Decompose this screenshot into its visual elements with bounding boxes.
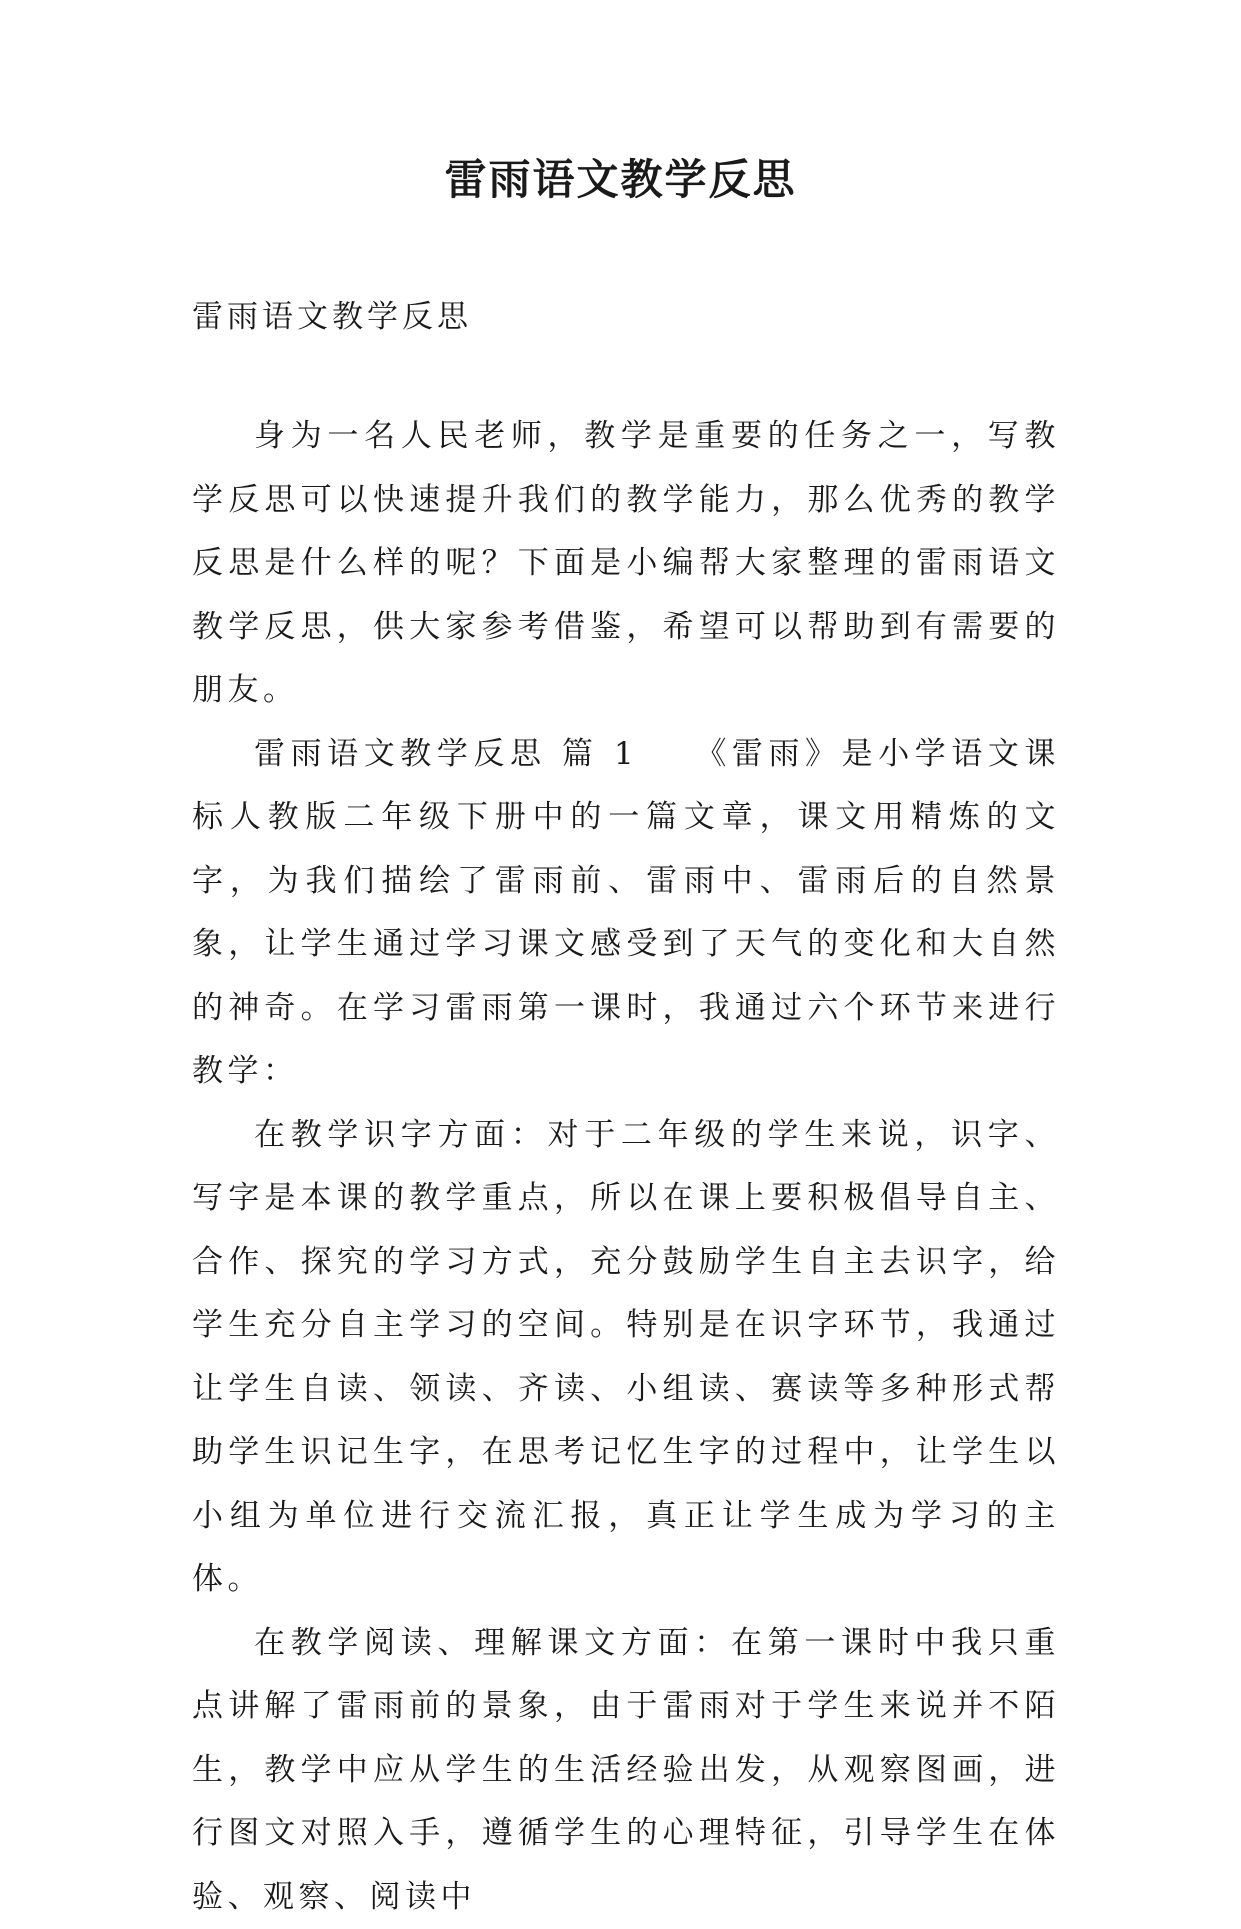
reading-paragraph: 在教学阅读、理解课文方面：在第一课时中我只重点讲解了雷雨前的景象，由于雷雨对于学生来说并不陌生，教学中应从学生的生活经验出发，从观察图画，进行图文对照入手，遵循学生的心理特征，引导学生在体验、观察、阅读中 — [192, 1612, 1060, 1929]
section-text: 《雷雨》是小学语文课标人教版二年级下册中的一篇文章，课文用精炼的文字，为我们描绘了雷雨前、雷雨中、雷雨后的自然景象，让学生通过学习课文感受到了天气的变化和大自然的神奇。在学习雷雨第一课时，我通过六个环节来进行教学： — [192, 736, 1060, 1090]
literacy-paragraph: 在教学识字方面：对于二年级的学生来说，识字、写字是本课的教学重点，所以在课上要积极倡导自主、合作、探究的学习方式，充分鼓励学生自主去识字，给学生充分自主学习的空间。特别是在识字环节，我通过让学生自读、领读、齐读、小组读、赛读等多种形式帮助学生识记生字，在思考记忆生字的过程中，让学生以小组为单位进行交流汇报，真正让学生成为学习的主体。 — [192, 1104, 1060, 1612]
intro-paragraph: 身为一名人民老师，教学是重要的任务之一，写教学反思可以快速提升我们的教学能力，那么优秀的教学反思是什么样的呢？下面是小编帮大家整理的雷雨语文教学反思，供大家参考借鉴，希望可以帮助到有需要的朋友。 — [192, 405, 1060, 723]
document-body — [192, 405, 1060, 1929]
section-paragraph — [192, 723, 1060, 1104]
document-subtitle: 雷雨语文教学反思 — [192, 292, 472, 342]
document-title: 雷雨语文教学反思 — [0, 150, 1241, 210]
section-heading: 雷雨语文教学反思 篇 1 — [254, 736, 638, 772]
